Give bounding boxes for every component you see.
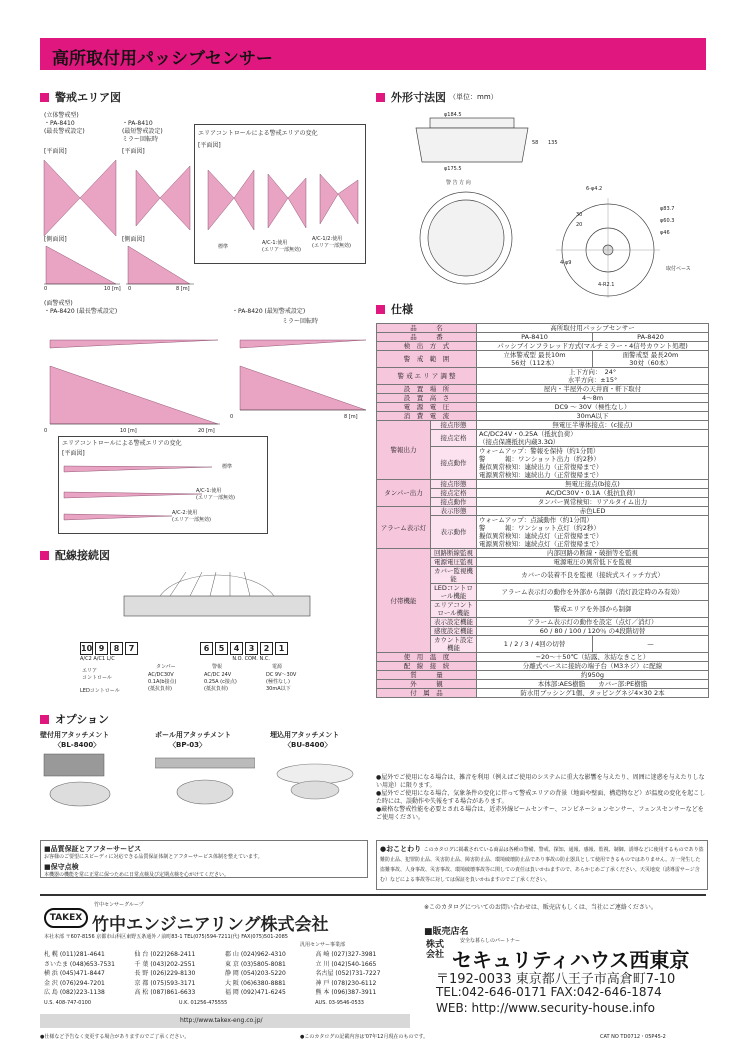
spec-row <box>377 342 709 351</box>
dealer-corp: 株式 会社 <box>426 940 445 960</box>
ac2-b-label: A/C-2:使用 <box>172 510 198 516</box>
option-pole-label: ポール用アタッチメント <box>155 731 232 739</box>
page-title: 高所取付用パッシブセンサー <box>52 49 273 69</box>
terminal-block <box>124 596 310 616</box>
spec-row <box>377 507 709 516</box>
spec-cell: 30mA以下 <box>477 412 709 421</box>
dim-d4: 4-φ9 <box>560 260 572 266</box>
standard-label-2: 標準 <box>222 464 233 470</box>
spec-cell: ウォームアップ：点滅動作（約1分間） 警 報：ワンショット点灯（約2秒） 擬似異常検知：連続点灯（正常復帰まで） 電源異常検知：連続点灯（正常復帰まで） <box>477 516 709 549</box>
footnote-1: ●仕様など予告なく変更する場合がありますのでご了承ください。 <box>40 1034 190 1040</box>
terminal-number: 1 <box>275 642 288 655</box>
option-pole <box>155 730 265 812</box>
option-wall-image <box>40 750 130 810</box>
spec-row <box>377 351 709 368</box>
pa8410-min-label: ・PA-8410 <box>122 120 153 127</box>
axis-label-8: 8 [m] <box>176 286 190 292</box>
wire-5 <box>244 572 250 596</box>
spec-cell: 立体警戒型 最長10m 56対（112本） <box>477 351 593 368</box>
ac2-b-sub: (エリア一部無効) <box>172 517 211 523</box>
bullet-icon <box>40 715 49 724</box>
sensor-front-inner <box>428 200 504 276</box>
terminal-number: 3 <box>245 642 258 655</box>
company-hq: 本社本部 〒607-8156 京都市山科区東野五条通外ノ前町83-1 TEL(075)594-7211(代) FAX(075)501-2085 <box>44 934 288 940</box>
section-wiring: 配線接続図 <box>40 548 110 562</box>
spec-row <box>377 333 709 342</box>
spec-row <box>377 412 709 421</box>
spec-cell: 電 源 電 圧 <box>377 403 477 412</box>
office-entry: 郡 山 (024)962-4310 <box>225 951 286 958</box>
side-view-label-2: [側面図] <box>122 236 145 243</box>
wiring-power: 電源 <box>272 664 283 670</box>
spec-cell: 検 出 方 式 <box>377 342 477 351</box>
office-entry: 神 戸 (078)230-6112 <box>315 979 377 987</box>
side-view-label: [側面図] <box>44 236 67 243</box>
dim-mount-dir: 警 告 方 向 <box>446 180 471 186</box>
spec-row <box>377 680 709 689</box>
bar-ac2 <box>64 514 172 520</box>
spec-cell: カバー監視機能 <box>431 567 477 584</box>
mirror-label-2: ミラー回転時 <box>282 318 319 325</box>
terminal-numbers <box>80 642 288 655</box>
fan-surface-side-long <box>50 366 218 424</box>
intl-us: U.S. 408-747-0100 <box>44 1000 92 1006</box>
fan-area-ac1-left <box>268 174 288 228</box>
spec-cell: 表示形態 <box>431 507 477 516</box>
sensor-top <box>430 118 514 128</box>
fan-area-standard-left <box>208 170 234 230</box>
spec-cell: 4〜8m <box>477 394 709 403</box>
divider <box>40 894 706 896</box>
spec-cell: アラーム表示灯の動作を設定（点灯／消灯） <box>477 618 709 627</box>
axis-label-0c: 0 <box>44 428 48 434</box>
spec-cell: 配 線 接 続 <box>377 662 477 671</box>
wall-sensor <box>50 782 110 806</box>
office-entry: 広 島 (082)223-1138 <box>44 989 105 996</box>
bullet-icon <box>376 93 385 102</box>
spec-cell: タンパー出力 <box>377 480 431 507</box>
office-entry: 熊 本 (096)387-3911 <box>315 989 377 996</box>
ac1-label: A/C-1:使用 <box>262 240 288 246</box>
fan-surface-plan-short <box>240 340 366 348</box>
footnote-2: ●このカタログの記載内容は'07年12月現在のものです。 <box>300 1034 429 1040</box>
intl-aus: AUS. 03-9546-0533 <box>315 1000 364 1006</box>
label-com: COM. <box>244 656 258 662</box>
spec-cell: 無電圧接点(b接点) <box>477 480 709 489</box>
wire-2 <box>190 572 202 596</box>
office-entry: 札 幌 (011)281-4641 <box>44 951 105 958</box>
office-entry: 東 京 (03)5805-8081 <box>225 960 286 968</box>
office-entry: さいたま (048)653-7531 <box>44 960 115 968</box>
office-entry: 横 浜 (045)471-8447 <box>44 970 105 977</box>
spec-row <box>377 671 709 680</box>
dim-r: 4-R2.1 <box>598 282 615 288</box>
spec-row <box>377 549 709 558</box>
fan-area-standard-right <box>234 170 254 230</box>
spec-notes <box>376 774 708 822</box>
dim-30: 30 <box>576 212 583 218</box>
spec-row <box>377 689 709 698</box>
office-entry: 長 野 (026)229-8130 <box>134 970 196 977</box>
axis-label-20: 20 [m] <box>198 428 215 434</box>
spec-cell: エリアコントロール機能 <box>431 601 477 618</box>
caution-box <box>376 840 708 890</box>
spec-cell: 付 属 品 <box>377 689 477 698</box>
quality-title: ■品質保証とアフターサービス <box>44 845 142 853</box>
section-spec: 仕様 <box>376 302 413 316</box>
label-ac2: A/C2 <box>80 656 92 662</box>
axis-label-8b: 8 [m] <box>344 414 358 420</box>
bar-standard <box>64 466 212 472</box>
note-2: ●屋外でご使用になる場合、気象条件の変化に伴って警戒エリアの背景（地面や壁面、構造物など）が温度の変化を起こした時には、誤動作や失報をする場合があります。 <box>376 790 706 805</box>
pole <box>155 758 255 768</box>
option-wall <box>40 730 150 812</box>
spec-cell: アラーム表示灯 <box>377 507 431 549</box>
axis-label-0b: 0 <box>128 286 132 292</box>
terminal-number: 2 <box>260 642 273 655</box>
mirror-label: ミラー回転時 <box>122 136 159 143</box>
office-entry: 京 都 (075)593-3171 <box>134 979 196 987</box>
spec-cell: 屋内・半屋外の天井面・軒下取付 <box>477 385 709 394</box>
spec-cell: 表示設定機能 <box>431 618 477 627</box>
area-control-title-2: エリアコントロールによる警戒エリアの変化 <box>62 440 182 447</box>
axis-label-0d: 0 <box>230 414 234 420</box>
office-entry: 大 阪 (06)6380-8881 <box>225 979 286 987</box>
option-embed-model: 〈BU-8400〉 <box>284 741 332 749</box>
office-entry: 立 川 (042)540-1665 <box>315 960 377 968</box>
dealer-label: ■販売店名 <box>424 927 469 937</box>
fan-plan-short-left <box>136 170 160 226</box>
wall-bracket <box>44 754 104 776</box>
plan-view-label-2: [平面図] <box>122 148 145 155</box>
sensor-body-side <box>416 128 528 162</box>
option-wall-model: 〈BL-8400〉 <box>54 741 101 749</box>
fan-area-ac2-right <box>338 180 358 224</box>
options-row <box>40 730 370 812</box>
section-alarm-area: 警戒エリア図 <box>40 90 121 104</box>
spec-cell: 接点定格 <box>431 430 477 447</box>
surface-label: (面警戒型) <box>44 300 73 307</box>
spec-cell: 使 用 温 度 <box>377 653 477 662</box>
pa8410-min-sub: (最短警戒設定) <box>122 128 163 135</box>
spec-row <box>377 394 709 403</box>
takex-logo: TAKEX <box>44 908 88 928</box>
spec-cell: 回路断線監視 <box>431 549 477 558</box>
option-pole-image <box>155 750 255 810</box>
dim-h1: 58 <box>532 140 539 146</box>
note-1: ●屋外でご使用になる場合は、雑音を利用（例えばご使用のシステムに重大な影響を与えたり、周囲に迷惑を与えたりしない用途）に限ります。 <box>376 774 705 789</box>
ac2-label: A/C-1/2:使用 <box>312 236 343 242</box>
spec-cell: 質 量 <box>377 671 477 680</box>
intl-uk: U.K. 01256-475555 <box>178 1000 228 1006</box>
wiring-group-labels <box>80 656 270 663</box>
terminal-number: 4 <box>230 642 243 655</box>
spec-cell: 赤色LED <box>477 507 709 516</box>
plan-view-label-4: [平面図] <box>62 450 85 457</box>
plan-view-label-3: [平面図] <box>198 142 221 149</box>
spec-cell: 警報出力 <box>377 421 431 480</box>
ac2-sub: (エリア一部無効) <box>312 243 351 249</box>
spec-row <box>377 368 709 385</box>
option-wall-label: 壁付用アタッチメント <box>40 731 110 739</box>
office-entry: 千 葉 (043)202-2551 <box>134 960 196 968</box>
spec-cell: ウォームアップ：警報を保持（約1分間） 警 報：ワンショット出力（約2秒） 擬似異常検知：連続出力（正常復帰まで） 電源異常検知：連続出力（正常復帰まで） <box>477 447 709 480</box>
fan-plan-long-left <box>44 160 80 236</box>
company-branch-head: 汎用センサー事業部 <box>300 942 346 948</box>
spec-cell: 付帯機能 <box>377 549 431 653</box>
office-entry: 金 沢 (076)294-7201 <box>44 979 105 987</box>
fan-surface-plan-long <box>50 340 218 348</box>
label-no: N.O. <box>232 656 243 662</box>
embed-sensor <box>291 781 339 799</box>
dealer-address: 〒192-0033 東京都八王子市高倉町7-10 <box>436 972 676 987</box>
fan-side-short <box>128 246 190 284</box>
label-nc: N.C. <box>259 656 270 662</box>
spec-row <box>377 480 709 489</box>
office-entry: 静 岡 (054)203-5220 <box>225 970 286 977</box>
inspect-title: ■保守点検 <box>44 863 79 871</box>
option-pole-model: 〈BP-03〉 <box>169 741 206 749</box>
spec-row <box>377 403 709 412</box>
company-name: 竹中エンジニアリング株式会社 <box>92 915 329 935</box>
company-url[interactable]: http://www.takex-eng.co.jp/ <box>180 1017 263 1024</box>
spec-cell: 約950g <box>477 671 709 680</box>
spec-cell: PA-8410 <box>477 333 593 342</box>
terminal-number: 8 <box>110 642 123 655</box>
standard-label: 標準 <box>218 244 229 250</box>
quality-text: お客様のご要望にスピーディに対応できる品質保証体制とアフターサービス体制を整えています。 <box>44 854 263 860</box>
quality-box <box>40 840 368 878</box>
wiring-alarm: 警報 <box>212 664 223 670</box>
axis-label-0: 0 <box>44 286 48 292</box>
spec-cell: 60 / 80 / 100 / 120％ の4段階切替 <box>477 627 709 636</box>
dim-20: 20 <box>576 222 583 228</box>
inspect-text: 本機器の機能を常に正常に保つために日常点検及び定期点検を心がけてください。 <box>44 872 230 878</box>
spec-cell: AC/DC30V・0.1A（抵抗負荷） <box>477 489 709 498</box>
spec-row <box>377 385 709 394</box>
spec-cell: — <box>593 636 709 653</box>
spec-cell: 上下方向： 24° 水平方向：±15° <box>477 368 709 385</box>
ac1-b-sub: (エリア一部無効) <box>196 495 235 501</box>
spec-cell: アラーム表示灯の動作を外部から制御（消灯設定時のみ有効） <box>477 584 709 601</box>
bullet-icon <box>40 93 49 102</box>
dealer-tel: TEL:042-646-0171 FAX:042-646-1874 <box>436 985 662 999</box>
wiring-area-control: エリア コントロール <box>82 668 112 681</box>
spec-cell: −20〜＋50℃（結露、氷結なきこと） <box>477 653 709 662</box>
spec-table <box>376 323 709 698</box>
dim-base-label: 取付ベース <box>666 266 691 272</box>
title-bar <box>40 38 706 70</box>
spec-cell: 電源電圧の異常低下を監視 <box>477 558 709 567</box>
fan-surface-side-short <box>240 366 366 410</box>
spec-cell: 内部回路の断線・破損等を監視 <box>477 549 709 558</box>
spec-cell: 防水用ブッシング1個、タッピングネジ4×30 2本 <box>477 689 709 698</box>
wiring-diagram <box>40 566 370 640</box>
option-embed-image <box>270 750 360 810</box>
spec-cell: パッシブインフラレッド方式(マルチミラー・4信号カウント処理) <box>477 342 709 351</box>
spec-cell: 表示動作 <box>431 516 477 549</box>
spec-cell: 品 番 <box>377 333 477 342</box>
label-lc: L/C <box>106 656 115 662</box>
spec-cell: 電源電圧監視 <box>431 558 477 567</box>
ac1-b-label: A/C-1:使用 <box>196 488 222 494</box>
terminal-number: 10 <box>81 644 93 653</box>
office-entry: 仙 台 (022)268-2411 <box>134 951 196 958</box>
terminal-number: 9 <box>95 642 108 655</box>
spec-cell: 高所取付用パッシブセンサー <box>477 324 709 333</box>
ac1-sub: (エリア一部無効) <box>262 247 301 253</box>
dim-pitch1: φ83.7 <box>660 206 675 212</box>
spec-cell: 接点形態 <box>431 480 477 489</box>
spec-cell: 無電圧半導体接点：(c接点) <box>477 421 709 430</box>
label-ac1: A/C1 <box>93 656 106 662</box>
spec-row <box>377 662 709 671</box>
pole-sensor <box>177 780 233 804</box>
spec-cell: 接点動作 <box>431 447 477 480</box>
spec-row <box>377 421 709 430</box>
spec-cell: 面警戒型 最長20m 30対（60本） <box>593 351 709 368</box>
office-entry: 高 松 (087)861-6633 <box>134 989 196 996</box>
pa8420-label: ・PA-8420 (最長警戒設定) <box>44 308 118 315</box>
spec-cell: 1 / 2 / 3 / 4回の切替 <box>477 636 593 653</box>
option-embed <box>270 730 370 812</box>
spec-cell: 品 名 <box>377 324 477 333</box>
three-d-label: (立体警戒型) <box>44 112 79 119</box>
area-diagram-surface <box>40 326 370 436</box>
spec-cell: 警 戒 範 囲 <box>377 351 477 368</box>
offices-grid <box>44 950 406 998</box>
dealer-tagline: 安全な暮らしのパートナー <box>460 938 521 944</box>
spec-cell: 警戒エリアを外部から制御 <box>477 601 709 618</box>
fan-area-ac2-left <box>320 174 338 224</box>
spec-cell: 接点形態 <box>431 421 477 430</box>
fan-plan-long-right <box>80 160 116 236</box>
catalog-number: CAT NO TD0712・05P45-2 <box>600 1034 666 1040</box>
caution-title: ●おことわり <box>380 845 422 853</box>
spec-cell: 設 置 場 所 <box>377 385 477 394</box>
spec-cell: LEDコントロール機能 <box>431 584 477 601</box>
wiring-tamper: タンパー <box>156 664 176 670</box>
option-embed-label: 埋込用アタッチメント <box>270 731 340 739</box>
bullet-icon <box>40 551 49 560</box>
fan-side-long <box>46 246 116 284</box>
wire-3 <box>210 572 216 596</box>
spec-cell: 分離式ベースに接続の端子台（M3ネジ）に配線 <box>477 662 709 671</box>
section-options: オプション <box>40 712 109 726</box>
dimension-drawing <box>376 108 708 298</box>
dealer-name: セキュリティハウス西東京 <box>452 948 690 972</box>
dim-hole: 6-φ4.2 <box>586 186 603 192</box>
plan-view-label: [平面図] <box>44 148 67 155</box>
bullet-icon <box>376 305 385 314</box>
spec-cell: カバーの装着不良を監視（接続式スイッチ方式） <box>477 567 709 584</box>
spec-row <box>377 324 709 333</box>
intl-offices <box>44 1000 364 1007</box>
dim-pitch3: φ46 <box>660 230 670 236</box>
spec-cell: 接点動作 <box>431 498 477 507</box>
spec-cell: DC9 〜 30V（極性なし） <box>477 403 709 412</box>
note-3: ●厳格な警戒性能を必要とされる場合は、近赤外線ビームセンサー、コンビネーションセンサー、フェンスセンサーなどをご使用ください。 <box>376 806 704 821</box>
area-diagram-3d <box>40 150 370 310</box>
office-entry: 福 岡 (092)471-6245 <box>225 989 286 996</box>
spec-cell: 接点定格 <box>431 489 477 498</box>
office-entry: 名古屋 (052)731-7227 <box>315 970 381 977</box>
spec-cell: 感度設定機能 <box>431 627 477 636</box>
spec-cell: 設 置 高 さ <box>377 394 477 403</box>
dim-pitch2: φ60.3 <box>660 218 675 224</box>
office-entry: 高 崎 (027)327-3981 <box>315 951 377 958</box>
caution-text: このカタログに掲載されている商品は各種の警備、警戒、探知、通報、感報、監視、制御、誘導などに使用するものであり盗難防止品、犯罪防止品、災害防止品、障害防止品、環境破壊防止品であり事故の防止器具として使用できるものではありません。万一発生した盗難事故、人身事故、災害事故、環境破壊事故等に関しての責任は負いかねますので、あらかじめご了承ください。天災地変（誘導雷サージ含む）などによる事故等に対しては保証を負いかねますのでご了承ください。 <box>380 847 704 883</box>
terminal-number: 7 <box>125 642 138 655</box>
spec-cell: 外 観 <box>377 680 477 689</box>
axis-label-10b: 10 [m] <box>120 428 137 434</box>
dealer-inquiry: ※このカタログについてのお問い合わせは、販売店もしくは、当社にご連絡ください。 <box>424 904 657 911</box>
wiring-tamper-spec: AC/DC30V 0.1A(b接点) (抵抗負荷) <box>148 672 177 692</box>
spec-row <box>377 653 709 662</box>
wire-1 <box>170 572 186 596</box>
spec-cell: PA-8420 <box>593 333 709 342</box>
fan-plan-short-right <box>160 166 190 230</box>
wiring-power-spec: DC 9V〜30V (極性なし) 30mA以下 <box>266 672 297 692</box>
company-group: 竹中センサーグループ <box>94 902 144 908</box>
terminal-number: 6 <box>200 642 213 655</box>
spec-cell: カウント設定機能 <box>431 636 477 653</box>
section-dimensions: 外形寸法図 （単位：mm） <box>376 90 498 104</box>
dim-d2: φ175.5 <box>444 166 462 172</box>
wiring-alarm-spec: AC/DC 24V 0.25A (c接点) (抵抗負荷) <box>204 672 237 692</box>
bar-ac1 <box>64 492 202 498</box>
pa8410-sub: (最長警戒設定) <box>44 128 85 135</box>
fan-area-ac1-right <box>288 178 306 228</box>
axis-label-10: 10 [m] <box>104 286 121 292</box>
spec-cell: タンパー異常検知：リアルタイム出力 <box>477 498 709 507</box>
spec-cell: 消 費 電 流 <box>377 412 477 421</box>
terminal-number: 5 <box>215 642 228 655</box>
spec-cell: 警 戒 エ リ ア 調 整 <box>377 368 477 385</box>
pa8410-label: ・PA-8410 <box>44 120 75 127</box>
dealer-web[interactable]: WEB: http://www.security-house.info <box>436 1001 655 1015</box>
spec-cell: 本体部:AES樹脂 カバー部:PE樹脂 <box>477 680 709 689</box>
area-control-title: エリアコントロールによる警戒エリアの変化 <box>198 130 318 137</box>
dim-h2: 135 <box>548 140 558 146</box>
wiring-led-control: LEDコントロール <box>80 688 120 694</box>
spec-cell: AC/DC24V・0.25A（抵抗負荷） （接点保護抵抗内蔵3.3Ω） <box>477 430 709 447</box>
pa8420-min-label: ・PA-8420 (最短警戒設定) <box>232 308 306 315</box>
dim-d1: φ184.5 <box>444 112 462 118</box>
